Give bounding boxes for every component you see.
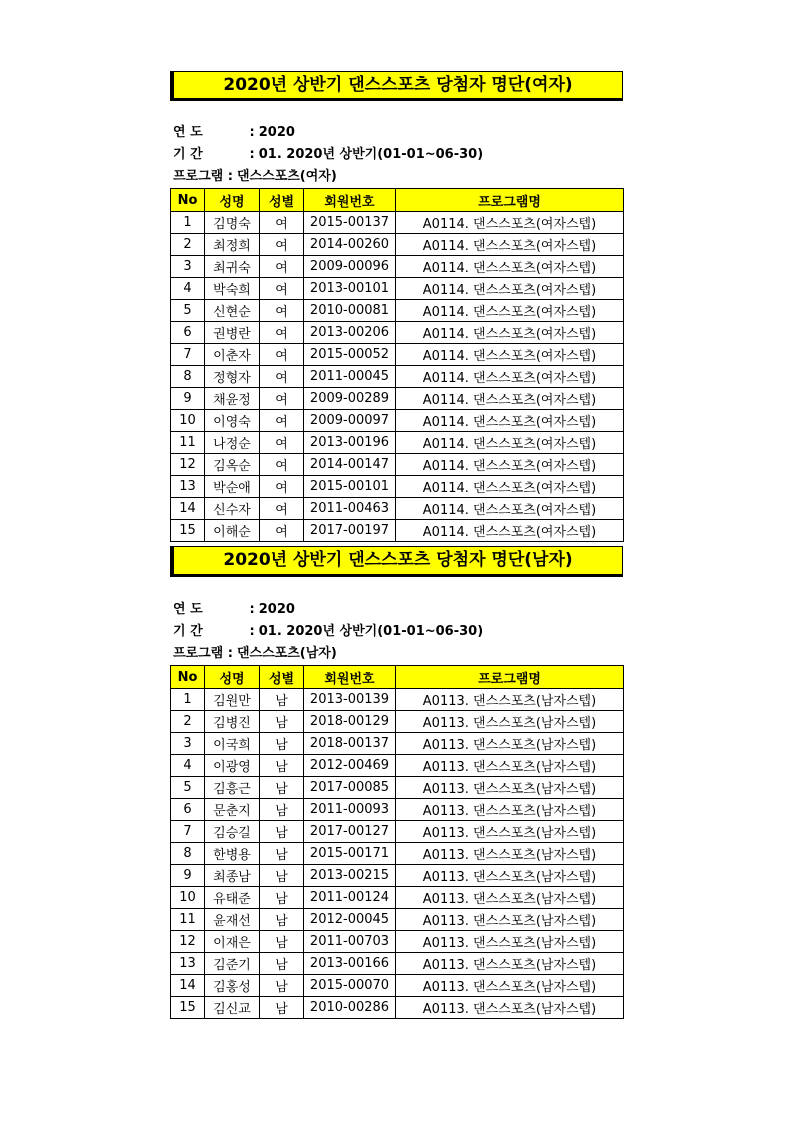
cell-name: 신현순 (205, 300, 260, 322)
cell-member-number: 2011-00045 (304, 366, 396, 388)
cell-gender: 여 (260, 432, 304, 454)
cell-member-number: 2013-00139 (304, 689, 396, 711)
cell-member-number: 2009-00097 (304, 410, 396, 432)
cell-program-name: A0114. 댄스스포츠(여자스텝) (396, 278, 624, 300)
cell-no: 2 (171, 234, 205, 256)
cell-gender: 남 (260, 843, 304, 865)
cell-name: 최정희 (205, 234, 260, 256)
cell-member-number: 2014-00147 (304, 454, 396, 476)
table-row (171, 755, 624, 777)
cell-member-number: 2010-00081 (304, 300, 396, 322)
cell-program-name: A0113. 댄스스포츠(남자스텝) (396, 711, 624, 733)
cell-gender: 남 (260, 975, 304, 997)
cell-program-name: A0114. 댄스스포츠(여자스텝) (396, 454, 624, 476)
cell-gender: 남 (260, 689, 304, 711)
table-row (171, 865, 624, 887)
cell-name: 권병란 (205, 322, 260, 344)
table-row (171, 887, 624, 909)
cell-program-name: A0113. 댄스스포츠(남자스텝) (396, 821, 624, 843)
cell-program-name: A0114. 댄스스포츠(여자스텝) (396, 322, 624, 344)
cell-name: 정형자 (205, 366, 260, 388)
winners-section-women (170, 71, 623, 542)
cell-name: 이해순 (205, 520, 260, 542)
table-row (171, 344, 624, 366)
header-program-name: 프로그램명 (396, 666, 624, 689)
section-title: 2020년 상반기 댄스스포츠 당첨자 명단(여자) (170, 71, 623, 101)
cell-member-number: 2018-00129 (304, 711, 396, 733)
cell-no: 1 (171, 212, 205, 234)
cell-name: 김병진 (205, 711, 260, 733)
cell-name: 나정순 (205, 432, 260, 454)
cell-name: 김승길 (205, 821, 260, 843)
cell-program-name: A0114. 댄스스포츠(여자스텝) (396, 432, 624, 454)
table-row (171, 997, 624, 1019)
cell-name: 한병용 (205, 843, 260, 865)
cell-no: 10 (171, 887, 205, 909)
section-title: 2020년 상반기 댄스스포츠 당첨자 명단(남자) (170, 546, 623, 577)
cell-member-number: 2011-00124 (304, 887, 396, 909)
cell-no: 13 (171, 953, 205, 975)
cell-no: 8 (171, 366, 205, 388)
table-row (171, 322, 624, 344)
cell-name: 최귀숙 (205, 256, 260, 278)
cell-gender: 여 (260, 344, 304, 366)
winners-table (170, 188, 624, 542)
table-row (171, 733, 624, 755)
table-row (171, 931, 624, 953)
cell-name: 김신교 (205, 997, 260, 1019)
table-row (171, 410, 624, 432)
header-name: 성명 (205, 189, 260, 212)
cell-member-number: 2015-00137 (304, 212, 396, 234)
cell-gender: 여 (260, 278, 304, 300)
cell-gender: 남 (260, 909, 304, 931)
cell-name: 김준기 (205, 953, 260, 975)
table-row (171, 256, 624, 278)
table-row (171, 278, 624, 300)
cell-no: 14 (171, 498, 205, 520)
cell-no: 13 (171, 476, 205, 498)
cell-no: 11 (171, 909, 205, 931)
cell-member-number: 2017-00197 (304, 520, 396, 542)
cell-name: 이영숙 (205, 410, 260, 432)
table-row (171, 388, 624, 410)
cell-name: 이춘자 (205, 344, 260, 366)
cell-gender: 남 (260, 777, 304, 799)
cell-name: 이재은 (205, 931, 260, 953)
cell-member-number: 2015-00101 (304, 476, 396, 498)
cell-name: 김명숙 (205, 212, 260, 234)
info-period: 기 간 : 01. 2020년 상반기(01-01~06-30) (173, 624, 484, 639)
header-member-number: 회원번호 (304, 666, 396, 689)
table-row (171, 711, 624, 733)
cell-member-number: 2012-00045 (304, 909, 396, 931)
cell-program-name: A0114. 댄스스포츠(여자스텝) (396, 344, 624, 366)
cell-name: 최종남 (205, 865, 260, 887)
cell-member-number: 2018-00137 (304, 733, 396, 755)
cell-member-number: 2013-00166 (304, 953, 396, 975)
cell-program-name: A0114. 댄스스포츠(여자스텝) (396, 366, 624, 388)
cell-name: 김원만 (205, 689, 260, 711)
cell-member-number: 2009-00096 (304, 256, 396, 278)
info-program: 프로그램 : 댄스스포츠(남자) (173, 646, 337, 661)
table-row (171, 689, 624, 711)
cell-no: 4 (171, 278, 205, 300)
cell-program-name: A0113. 댄스스포츠(남자스텝) (396, 997, 624, 1019)
table-row (171, 799, 624, 821)
cell-program-name: A0113. 댄스스포츠(남자스텝) (396, 931, 624, 953)
cell-gender: 남 (260, 733, 304, 755)
cell-name: 김흥근 (205, 777, 260, 799)
cell-gender: 남 (260, 821, 304, 843)
info-year: 연 도 : 2020 (173, 602, 295, 617)
cell-no: 15 (171, 520, 205, 542)
cell-no: 11 (171, 432, 205, 454)
cell-member-number: 2013-00206 (304, 322, 396, 344)
cell-member-number: 2017-00085 (304, 777, 396, 799)
cell-gender: 여 (260, 454, 304, 476)
cell-name: 박숙희 (205, 278, 260, 300)
cell-member-number: 2009-00289 (304, 388, 396, 410)
cell-gender: 남 (260, 755, 304, 777)
cell-program-name: A0114. 댄스스포츠(여자스텝) (396, 300, 624, 322)
cell-gender: 여 (260, 322, 304, 344)
cell-gender: 여 (260, 212, 304, 234)
header-gender: 성별 (260, 666, 304, 689)
cell-program-name: A0113. 댄스스포츠(남자스텝) (396, 953, 624, 975)
cell-name: 신수자 (205, 498, 260, 520)
table-row (171, 432, 624, 454)
cell-name: 채윤정 (205, 388, 260, 410)
cell-program-name: A0113. 댄스스포츠(남자스텝) (396, 799, 624, 821)
cell-program-name: A0114. 댄스스포츠(여자스텝) (396, 498, 624, 520)
cell-no: 15 (171, 997, 205, 1019)
info-period: 기 간 : 01. 2020년 상반기(01-01~06-30) (173, 147, 484, 162)
header-no: No (171, 666, 205, 689)
cell-no: 12 (171, 931, 205, 953)
cell-no: 5 (171, 300, 205, 322)
cell-program-name: A0113. 댄스스포츠(남자스텝) (396, 909, 624, 931)
cell-name: 김홍성 (205, 975, 260, 997)
cell-member-number: 2011-00703 (304, 931, 396, 953)
cell-no: 14 (171, 975, 205, 997)
cell-no: 4 (171, 755, 205, 777)
cell-name: 윤재선 (205, 909, 260, 931)
cell-program-name: A0113. 댄스스포츠(남자스텝) (396, 755, 624, 777)
info-program: 프로그램 : 댄스스포츠(여자) (173, 169, 337, 184)
cell-program-name: A0114. 댄스스포츠(여자스텝) (396, 212, 624, 234)
cell-gender: 여 (260, 234, 304, 256)
cell-gender: 여 (260, 476, 304, 498)
cell-gender: 여 (260, 388, 304, 410)
cell-member-number: 2012-00469 (304, 755, 396, 777)
cell-member-number: 2011-00463 (304, 498, 396, 520)
cell-member-number: 2013-00101 (304, 278, 396, 300)
cell-program-name: A0113. 댄스스포츠(남자스텝) (396, 865, 624, 887)
cell-name: 유태준 (205, 887, 260, 909)
cell-no: 1 (171, 689, 205, 711)
table-row (171, 454, 624, 476)
cell-member-number: 2015-00052 (304, 344, 396, 366)
cell-name: 이광영 (205, 755, 260, 777)
cell-no: 9 (171, 865, 205, 887)
table-row (171, 300, 624, 322)
cell-program-name: A0114. 댄스스포츠(여자스텝) (396, 476, 624, 498)
winners-section-men (170, 546, 623, 1019)
cell-program-name: A0114. 댄스스포츠(여자스텝) (396, 256, 624, 278)
header-member-number: 회원번호 (304, 189, 396, 212)
cell-gender: 남 (260, 997, 304, 1019)
cell-gender: 여 (260, 300, 304, 322)
cell-member-number: 2013-00215 (304, 865, 396, 887)
cell-name: 이국희 (205, 733, 260, 755)
cell-member-number: 2017-00127 (304, 821, 396, 843)
cell-program-name: A0113. 댄스스포츠(남자스텝) (396, 975, 624, 997)
table-row (171, 909, 624, 931)
cell-program-name: A0113. 댄스스포츠(남자스텝) (396, 689, 624, 711)
cell-member-number: 2014-00260 (304, 234, 396, 256)
header-gender: 성별 (260, 189, 304, 212)
table-row (171, 843, 624, 865)
cell-no: 6 (171, 799, 205, 821)
table-row (171, 212, 624, 234)
cell-gender: 남 (260, 865, 304, 887)
cell-no: 8 (171, 843, 205, 865)
table-row (171, 366, 624, 388)
cell-gender: 남 (260, 953, 304, 975)
cell-no: 7 (171, 821, 205, 843)
cell-name: 김옥순 (205, 454, 260, 476)
cell-program-name: A0114. 댄스스포츠(여자스텝) (396, 234, 624, 256)
cell-no: 6 (171, 322, 205, 344)
cell-gender: 여 (260, 520, 304, 542)
cell-no: 5 (171, 777, 205, 799)
cell-gender: 남 (260, 887, 304, 909)
cell-no: 9 (171, 388, 205, 410)
cell-no: 2 (171, 711, 205, 733)
table-row (171, 953, 624, 975)
cell-member-number: 2015-00171 (304, 843, 396, 865)
cell-program-name: A0113. 댄스스포츠(남자스텝) (396, 887, 624, 909)
cell-member-number: 2010-00286 (304, 997, 396, 1019)
cell-gender: 여 (260, 498, 304, 520)
cell-gender: 남 (260, 711, 304, 733)
table-row (171, 821, 624, 843)
table-row (171, 234, 624, 256)
cell-gender: 남 (260, 799, 304, 821)
cell-no: 7 (171, 344, 205, 366)
cell-no: 3 (171, 733, 205, 755)
cell-member-number: 2013-00196 (304, 432, 396, 454)
table-row (171, 777, 624, 799)
cell-name: 문춘지 (205, 799, 260, 821)
table-header-row (171, 189, 624, 212)
winners-table (170, 665, 624, 1019)
cell-program-name: A0114. 댄스스포츠(여자스텝) (396, 520, 624, 542)
cell-no: 12 (171, 454, 205, 476)
table-row (171, 975, 624, 997)
cell-program-name: A0113. 댄스스포츠(남자스텝) (396, 777, 624, 799)
cell-program-name: A0114. 댄스스포츠(여자스텝) (396, 410, 624, 432)
table-row (171, 498, 624, 520)
cell-no: 3 (171, 256, 205, 278)
cell-no: 10 (171, 410, 205, 432)
info-year: 연 도 : 2020 (173, 125, 295, 140)
header-name: 성명 (205, 666, 260, 689)
table-row (171, 476, 624, 498)
cell-gender: 여 (260, 410, 304, 432)
cell-member-number: 2011-00093 (304, 799, 396, 821)
cell-program-name: A0114. 댄스스포츠(여자스텝) (396, 388, 624, 410)
cell-gender: 여 (260, 256, 304, 278)
table-row (171, 520, 624, 542)
header-no: No (171, 189, 205, 212)
table-header-row (171, 666, 624, 689)
cell-gender: 여 (260, 366, 304, 388)
cell-program-name: A0113. 댄스스포츠(남자스텝) (396, 733, 624, 755)
cell-program-name: A0113. 댄스스포츠(남자스텝) (396, 843, 624, 865)
cell-name: 박순애 (205, 476, 260, 498)
header-program-name: 프로그램명 (396, 189, 624, 212)
cell-member-number: 2015-00070 (304, 975, 396, 997)
cell-gender: 남 (260, 931, 304, 953)
